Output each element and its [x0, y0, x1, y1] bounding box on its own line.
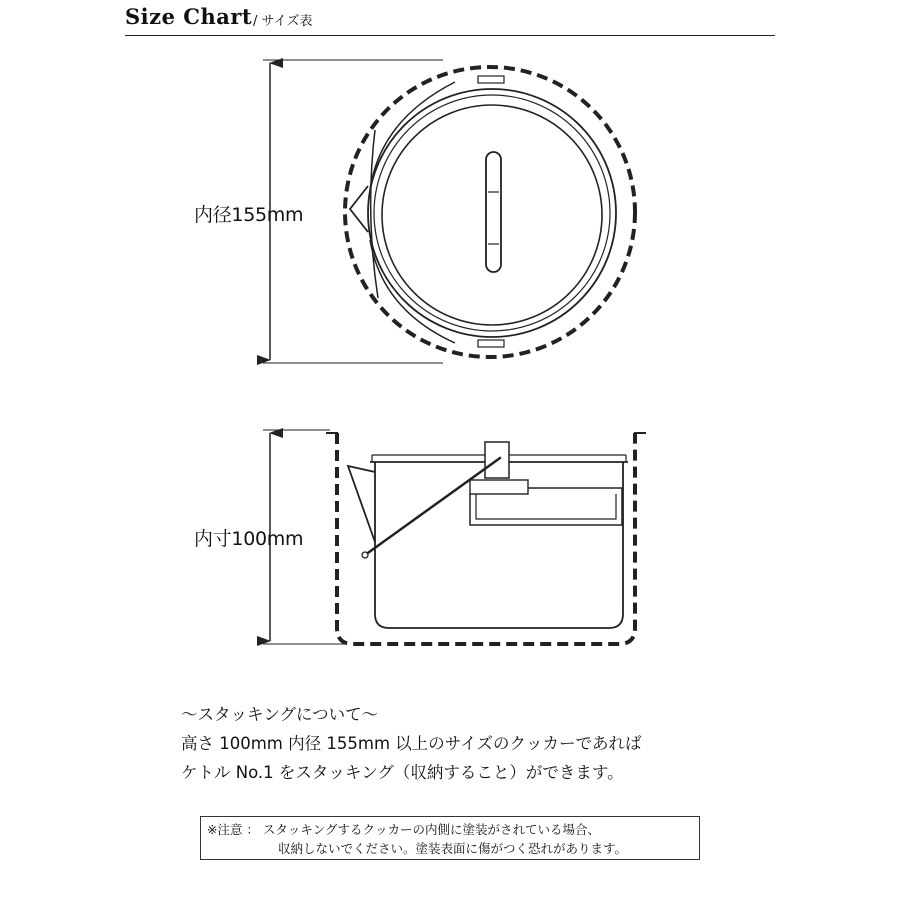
stacking-text-line: ケトル No.1 をスタッキング（収納すること）ができます。	[181, 763, 624, 782]
lid-knob	[486, 152, 501, 272]
caution-text-line: 収納しないでください。塗装表面に傷がつく恐れがあります。	[278, 841, 628, 856]
page-subtitle: / サイズ表	[253, 14, 313, 29]
spout-top-view	[350, 186, 368, 232]
bail-handle-top	[370, 82, 455, 190]
top-view	[263, 60, 635, 363]
side-grip-handle-inner	[476, 494, 616, 519]
inner-diameter-label: 内径155mm	[194, 204, 304, 226]
stacking-info	[181, 700, 781, 787]
stacking-text-line: 高さ 100mm 内径 155mm 以上のサイズのクッカーであれば	[181, 734, 642, 753]
side-view	[263, 430, 646, 644]
handle-bracket-bottom	[478, 340, 504, 347]
page-title: Size Chart	[125, 4, 253, 29]
bail-handle	[365, 458, 500, 555]
side-grip-bracket	[470, 480, 528, 494]
inner-height-label: 内寸100mm	[194, 528, 304, 550]
spout-side-view	[348, 466, 375, 542]
handle-bracket-top	[478, 76, 504, 83]
caution-text-line: ※注意 ： スタッキングするクッカーの内側に塗装がされている場合、	[207, 822, 601, 837]
caution-box	[200, 816, 700, 860]
stacking-heading: ～スタッキングについて～	[181, 705, 379, 724]
bail-handle-end	[362, 552, 368, 558]
